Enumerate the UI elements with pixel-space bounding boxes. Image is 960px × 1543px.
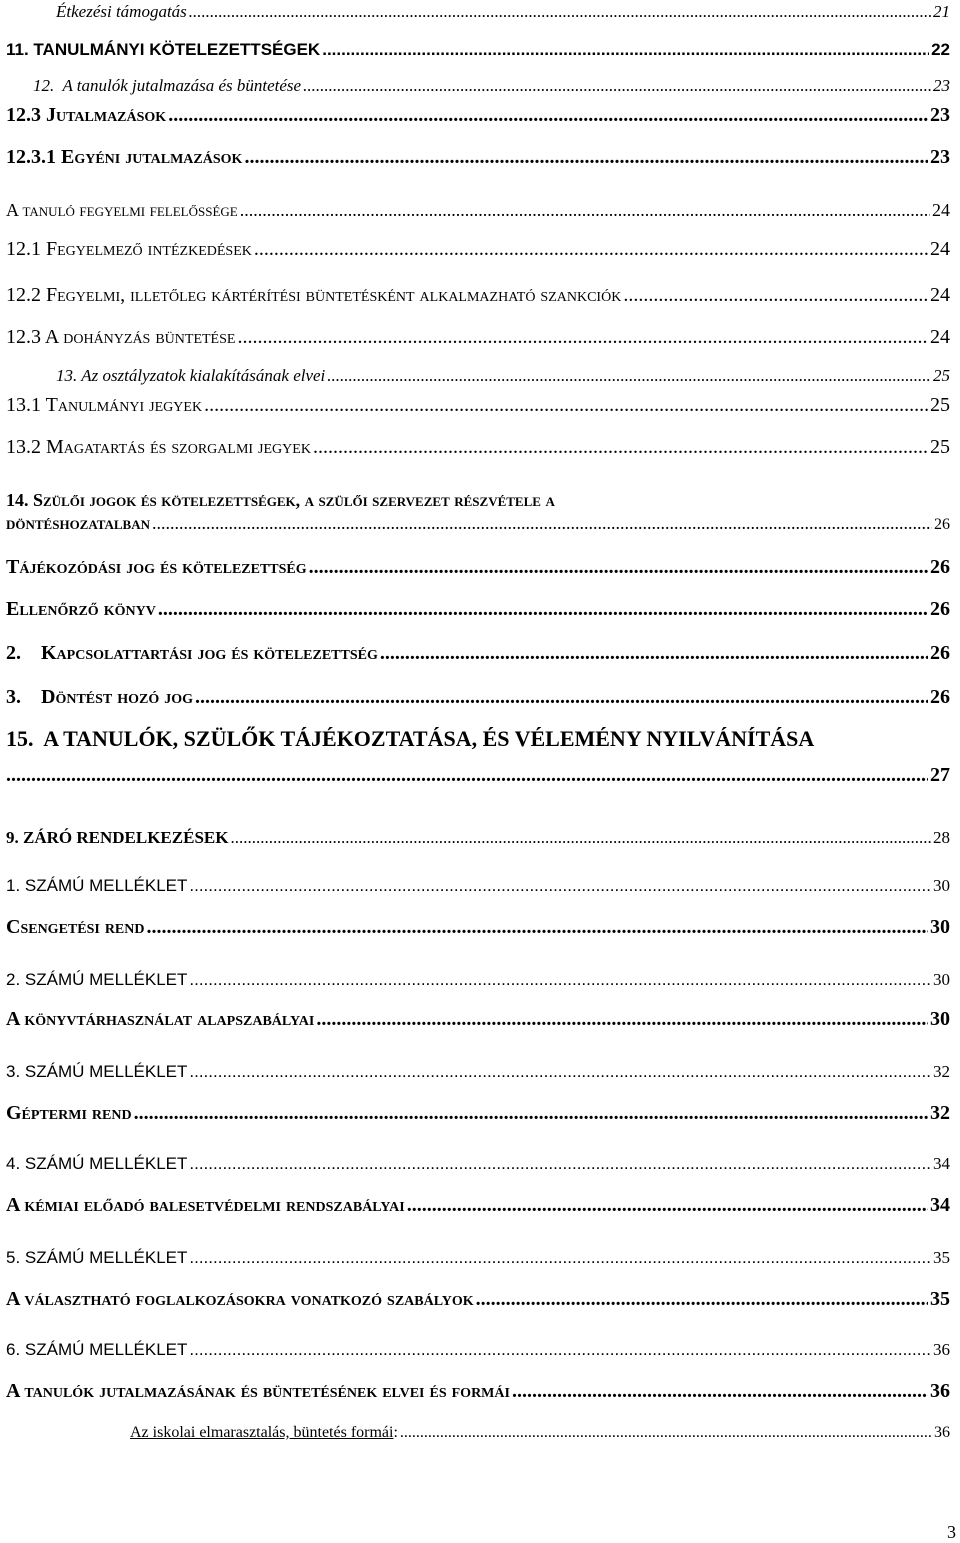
toc-entry-title-suffix: : [393, 1424, 398, 1441]
toc-entry-page: 24 [930, 284, 950, 306]
dot-leader [152, 513, 932, 534]
toc-entry-page: 36 [934, 1424, 950, 1441]
toc-entry[interactable] [130, 1424, 950, 1442]
toc-entry-page: 36 [930, 1380, 950, 1402]
toc-entry[interactable] [6, 146, 950, 169]
toc-entry-page: 28 [933, 828, 950, 847]
toc-entry[interactable] [6, 916, 950, 939]
toc-entry-title: 12. A tanulók jutalmazása és büntetése [33, 76, 302, 95]
toc-entry-title[interactable]: Az iskolai elmarasztalás, büntetés formái [130, 1424, 394, 1441]
toc-entry-title-line2: döntéshozatalban [6, 513, 150, 533]
dot-leader [327, 366, 931, 386]
toc-entry-title: 3. SZÁMÚ MELLÉKLET [6, 1062, 188, 1081]
toc-entry[interactable] [6, 1194, 950, 1217]
toc-entry-title: 6. SZÁMÚ MELLÉKLET [6, 1340, 188, 1359]
toc-entry[interactable] [6, 1340, 950, 1360]
toc-entry[interactable] [6, 40, 950, 60]
toc-entry[interactable] [6, 1154, 950, 1174]
dot-leader [380, 642, 928, 665]
toc-entry-title: 2. SZÁMÚ MELLÉKLET [6, 970, 188, 989]
toc-entry-title: Tájékozódási jog és kötelezettség [6, 556, 307, 578]
toc-entry-title: 13.1 Tanulmányi jegyek [6, 394, 203, 416]
toc-entry-page: 24 [932, 200, 950, 220]
toc-entry[interactable] [6, 284, 950, 307]
toc-entry-page: 25 [930, 436, 950, 458]
toc-entry-continuation [6, 513, 950, 534]
toc-entry[interactable] [6, 598, 950, 621]
toc-entry-page: 30 [933, 970, 950, 989]
toc-entry-title: A választható foglalkozásokra vonatkozó szabályok [6, 1288, 474, 1310]
toc-entry-page: 34 [933, 1154, 950, 1173]
toc-entry-page: 23 [933, 76, 950, 95]
toc-entry-title: 1. SZÁMÚ MELLÉKLET [6, 876, 188, 895]
toc-entry-page: 30 [930, 916, 950, 938]
toc-entry[interactable] [6, 490, 950, 534]
page-number: 3 [947, 1522, 956, 1542]
dot-leader [6, 764, 928, 787]
dot-leader [189, 1062, 931, 1082]
toc-entry-page: 26 [930, 686, 950, 708]
dot-leader [316, 1008, 928, 1031]
dot-leader [189, 1248, 931, 1268]
toc-entry[interactable] [6, 200, 950, 221]
toc-entry-title: 3. Döntést hozó jog [6, 686, 194, 708]
toc-entry-title: 9. ZÁRÓ RENDELKEZÉSEK [6, 828, 229, 847]
toc-entry[interactable] [6, 556, 950, 579]
toc-entry-page: 23 [930, 104, 950, 126]
dot-leader [476, 1288, 928, 1311]
toc-entry-page: 21 [933, 2, 950, 21]
toc-entry-page: 30 [930, 1008, 950, 1030]
toc-entry-title: Géptermi rend [6, 1102, 132, 1124]
toc-entry[interactable] [56, 2, 950, 22]
toc-entry-title: 14. Szülői jogok és kötelezettségek, a szülői szervezet részvétele a [6, 490, 555, 510]
dot-leader [189, 2, 931, 22]
dot-leader [322, 40, 929, 60]
dot-leader [230, 828, 931, 848]
toc-entry-page: 35 [930, 1288, 950, 1310]
dot-leader [240, 200, 930, 221]
toc-entry[interactable] [6, 238, 950, 261]
toc-entry-title: 4. SZÁMÚ MELLÉKLET [6, 1154, 188, 1173]
toc-entry-page: 32 [930, 1102, 950, 1124]
toc-entry[interactable] [56, 366, 950, 386]
toc-entry-title: A tanuló fegyelmi felelőssége [6, 200, 238, 220]
toc-entry-title: A kémiai előadó balesetvédelmi rendszabályai [6, 1194, 405, 1216]
dot-leader [400, 1424, 932, 1442]
dot-leader [407, 1194, 928, 1217]
dot-leader [309, 556, 928, 579]
toc-entry-page: 24 [930, 238, 950, 260]
dot-leader [189, 970, 931, 990]
toc-entry-title: 13. Az osztályzatok kialakításának elvei [56, 366, 326, 385]
toc-entry-title: 12.2 Fegyelmi, illetőleg kártérítési büntetésként alkalmazható szankciók [6, 284, 622, 306]
toc-entry-title: Étkezési támogatás [56, 2, 187, 21]
toc-entry-title: 13.2 Magatartás és szorgalmi jegyek [6, 436, 311, 458]
toc-entry-page: 26 [934, 516, 950, 533]
toc-entry[interactable] [33, 76, 950, 96]
dot-leader [158, 598, 928, 621]
toc-entry[interactable] [6, 436, 950, 459]
toc-entry-page: 30 [933, 876, 950, 895]
toc-entry-page: 26 [930, 556, 950, 578]
toc-entry[interactable] [6, 970, 950, 990]
toc-entry-title: 12.1 Fegyelmező intézkedések [6, 238, 252, 260]
toc-entry-page: 35 [933, 1248, 950, 1267]
toc-entry[interactable] [6, 1008, 950, 1031]
toc-entry-page: 25 [930, 394, 950, 416]
dot-leader [623, 284, 928, 307]
toc-entry-page: 36 [933, 1340, 950, 1359]
toc-entry-title: A tanulók jutalmazásának és büntetésének elvei és formái [6, 1380, 510, 1402]
toc-entry-title: 12.3.1 Egyéni jutalmazások [6, 146, 243, 168]
toc-entry-title: 11. TANULMÁNYI KÖTELEZETTSÉGEK [6, 40, 321, 59]
toc-entry-page: 22 [931, 40, 950, 59]
toc-entry-title: Csengetési rend [6, 916, 145, 938]
toc-entry-page: 34 [930, 1194, 950, 1216]
toc-entry-title: 12.3 Jutalmazások [6, 104, 167, 126]
toc-entry-title: 2. Kapcsolattartási jog és kötelezettség [6, 642, 378, 664]
toc-entry-page: 23 [930, 146, 950, 168]
toc-entry[interactable] [6, 1380, 950, 1403]
toc-entry-page: 27 [930, 764, 950, 786]
dot-leader [189, 876, 931, 896]
toc-entry-title: 12.3 A dohányzás büntetése [6, 326, 236, 348]
dot-leader [189, 1340, 931, 1360]
toc-entry[interactable] [6, 104, 950, 127]
toc-entry[interactable] [6, 642, 950, 665]
toc-entry[interactable] [6, 326, 950, 349]
toc-entry-page: 25 [933, 366, 950, 385]
dot-leader [134, 1102, 928, 1125]
dot-leader [195, 686, 928, 709]
toc-entry-page: 26 [930, 642, 950, 664]
dot-leader [189, 1154, 931, 1174]
toc-entry-page: 24 [930, 326, 950, 348]
toc-entry[interactable] [6, 1062, 950, 1082]
toc-entry[interactable] [6, 1288, 950, 1311]
toc-entry[interactable] [6, 394, 950, 417]
toc-entry-title: Ellenőrző könyv [6, 598, 156, 620]
dot-leader [254, 238, 928, 261]
toc-entry[interactable] [6, 686, 950, 709]
toc-entry-title: 15. A TANULÓK, SZÜLŐK TÁJÉKOZTATÁSA, ÉS VÉLEMÉNY NYILVÁNÍTÁSA [6, 726, 815, 751]
toc-entry[interactable] [6, 876, 950, 896]
toc-entry-page: 32 [933, 1062, 950, 1081]
dot-leader [237, 326, 928, 349]
dot-leader [512, 1380, 928, 1403]
toc-entry-page: 26 [930, 598, 950, 620]
dot-leader [313, 436, 928, 459]
dot-leader [303, 76, 931, 96]
toc-entry[interactable] [6, 1248, 950, 1268]
toc-entry[interactable] [6, 1102, 950, 1125]
dot-leader [244, 146, 928, 169]
toc-entry-title: A könyvtárhasználat alapszabályai [6, 1008, 315, 1030]
toc-entry[interactable] [6, 828, 950, 848]
dot-leader [168, 104, 928, 127]
toc-entry-title: 5. SZÁMÚ MELLÉKLET [6, 1248, 188, 1267]
dot-leader [146, 916, 928, 939]
toc-entry-continuation [6, 764, 950, 787]
dot-leader [204, 394, 928, 417]
toc-entry[interactable] [6, 726, 950, 787]
